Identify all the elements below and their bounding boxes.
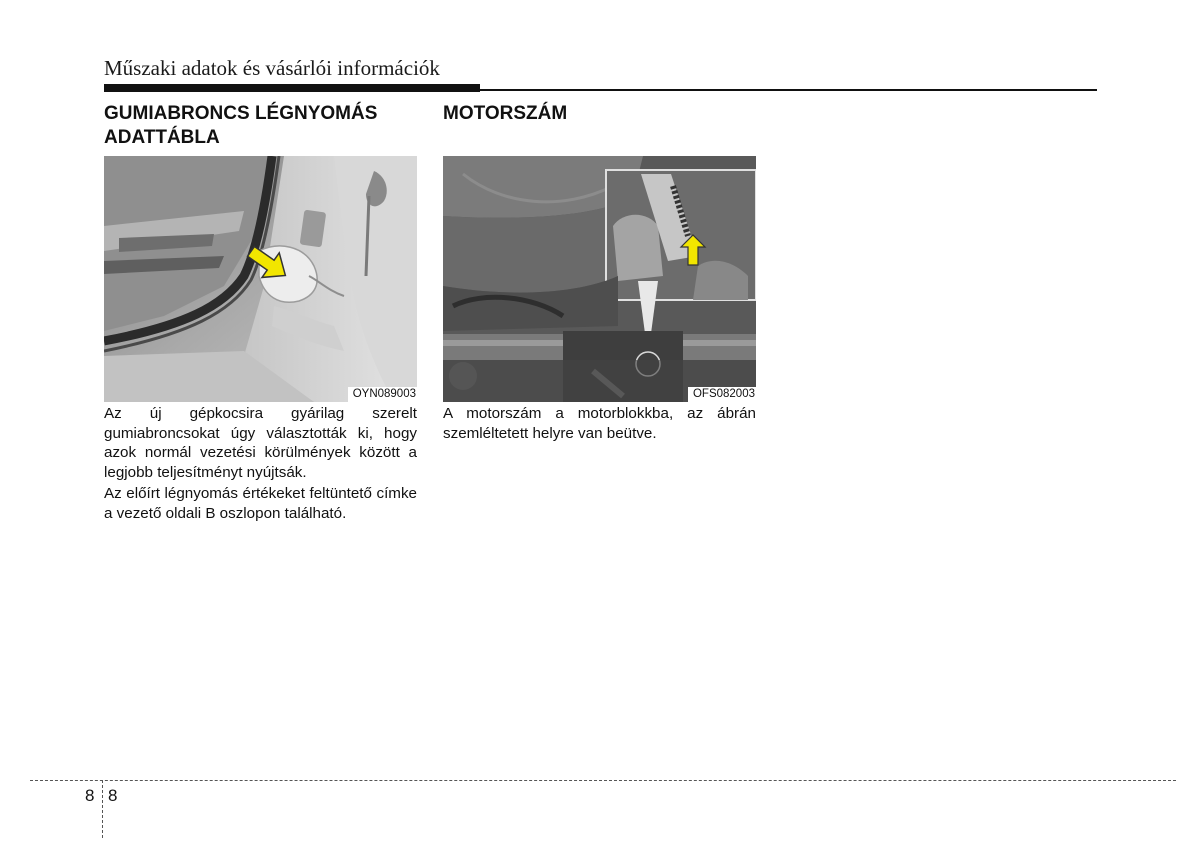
footer-dashed-rule — [30, 780, 1176, 781]
figure-tire-pressure-label — [104, 156, 417, 402]
paragraph: A motorszám a motorblokkba, az ábrán szemléltetett helyre van beütve. — [443, 405, 756, 442]
header-rule — [480, 89, 1097, 91]
running-header: Műszaki adatok és vásárlói információk — [104, 56, 440, 80]
section-title-tire-pressure: GUMIABRONCS LÉGNYOMÁS ADATTÁBLA — [104, 103, 378, 148]
figure-code: OFS082003 — [688, 387, 756, 402]
paragraph: Az előírt légnyomás értékeket feltüntető címke a vezető oldali B oszlopon található. — [104, 485, 417, 522]
paragraph: Az új gépkocsira gyárilag szerelt gumiabroncsokat úgy választották ki, hogy azok normál vezetési körülmények között a legjobb teljesítményt nyújtsák. — [104, 405, 417, 481]
engine-bay-illustration — [443, 156, 756, 402]
figure-engine-number — [443, 156, 756, 402]
b-pillar-illustration — [104, 156, 417, 402]
footer-dashed-divider — [102, 780, 103, 838]
page-number: 8 — [108, 786, 118, 805]
section-title-engine-number: MOTORSZÁM — [443, 103, 568, 124]
header-bar — [104, 84, 480, 92]
chapter-number: 8 — [85, 786, 95, 805]
figure-code: OYN089003 — [348, 387, 417, 402]
